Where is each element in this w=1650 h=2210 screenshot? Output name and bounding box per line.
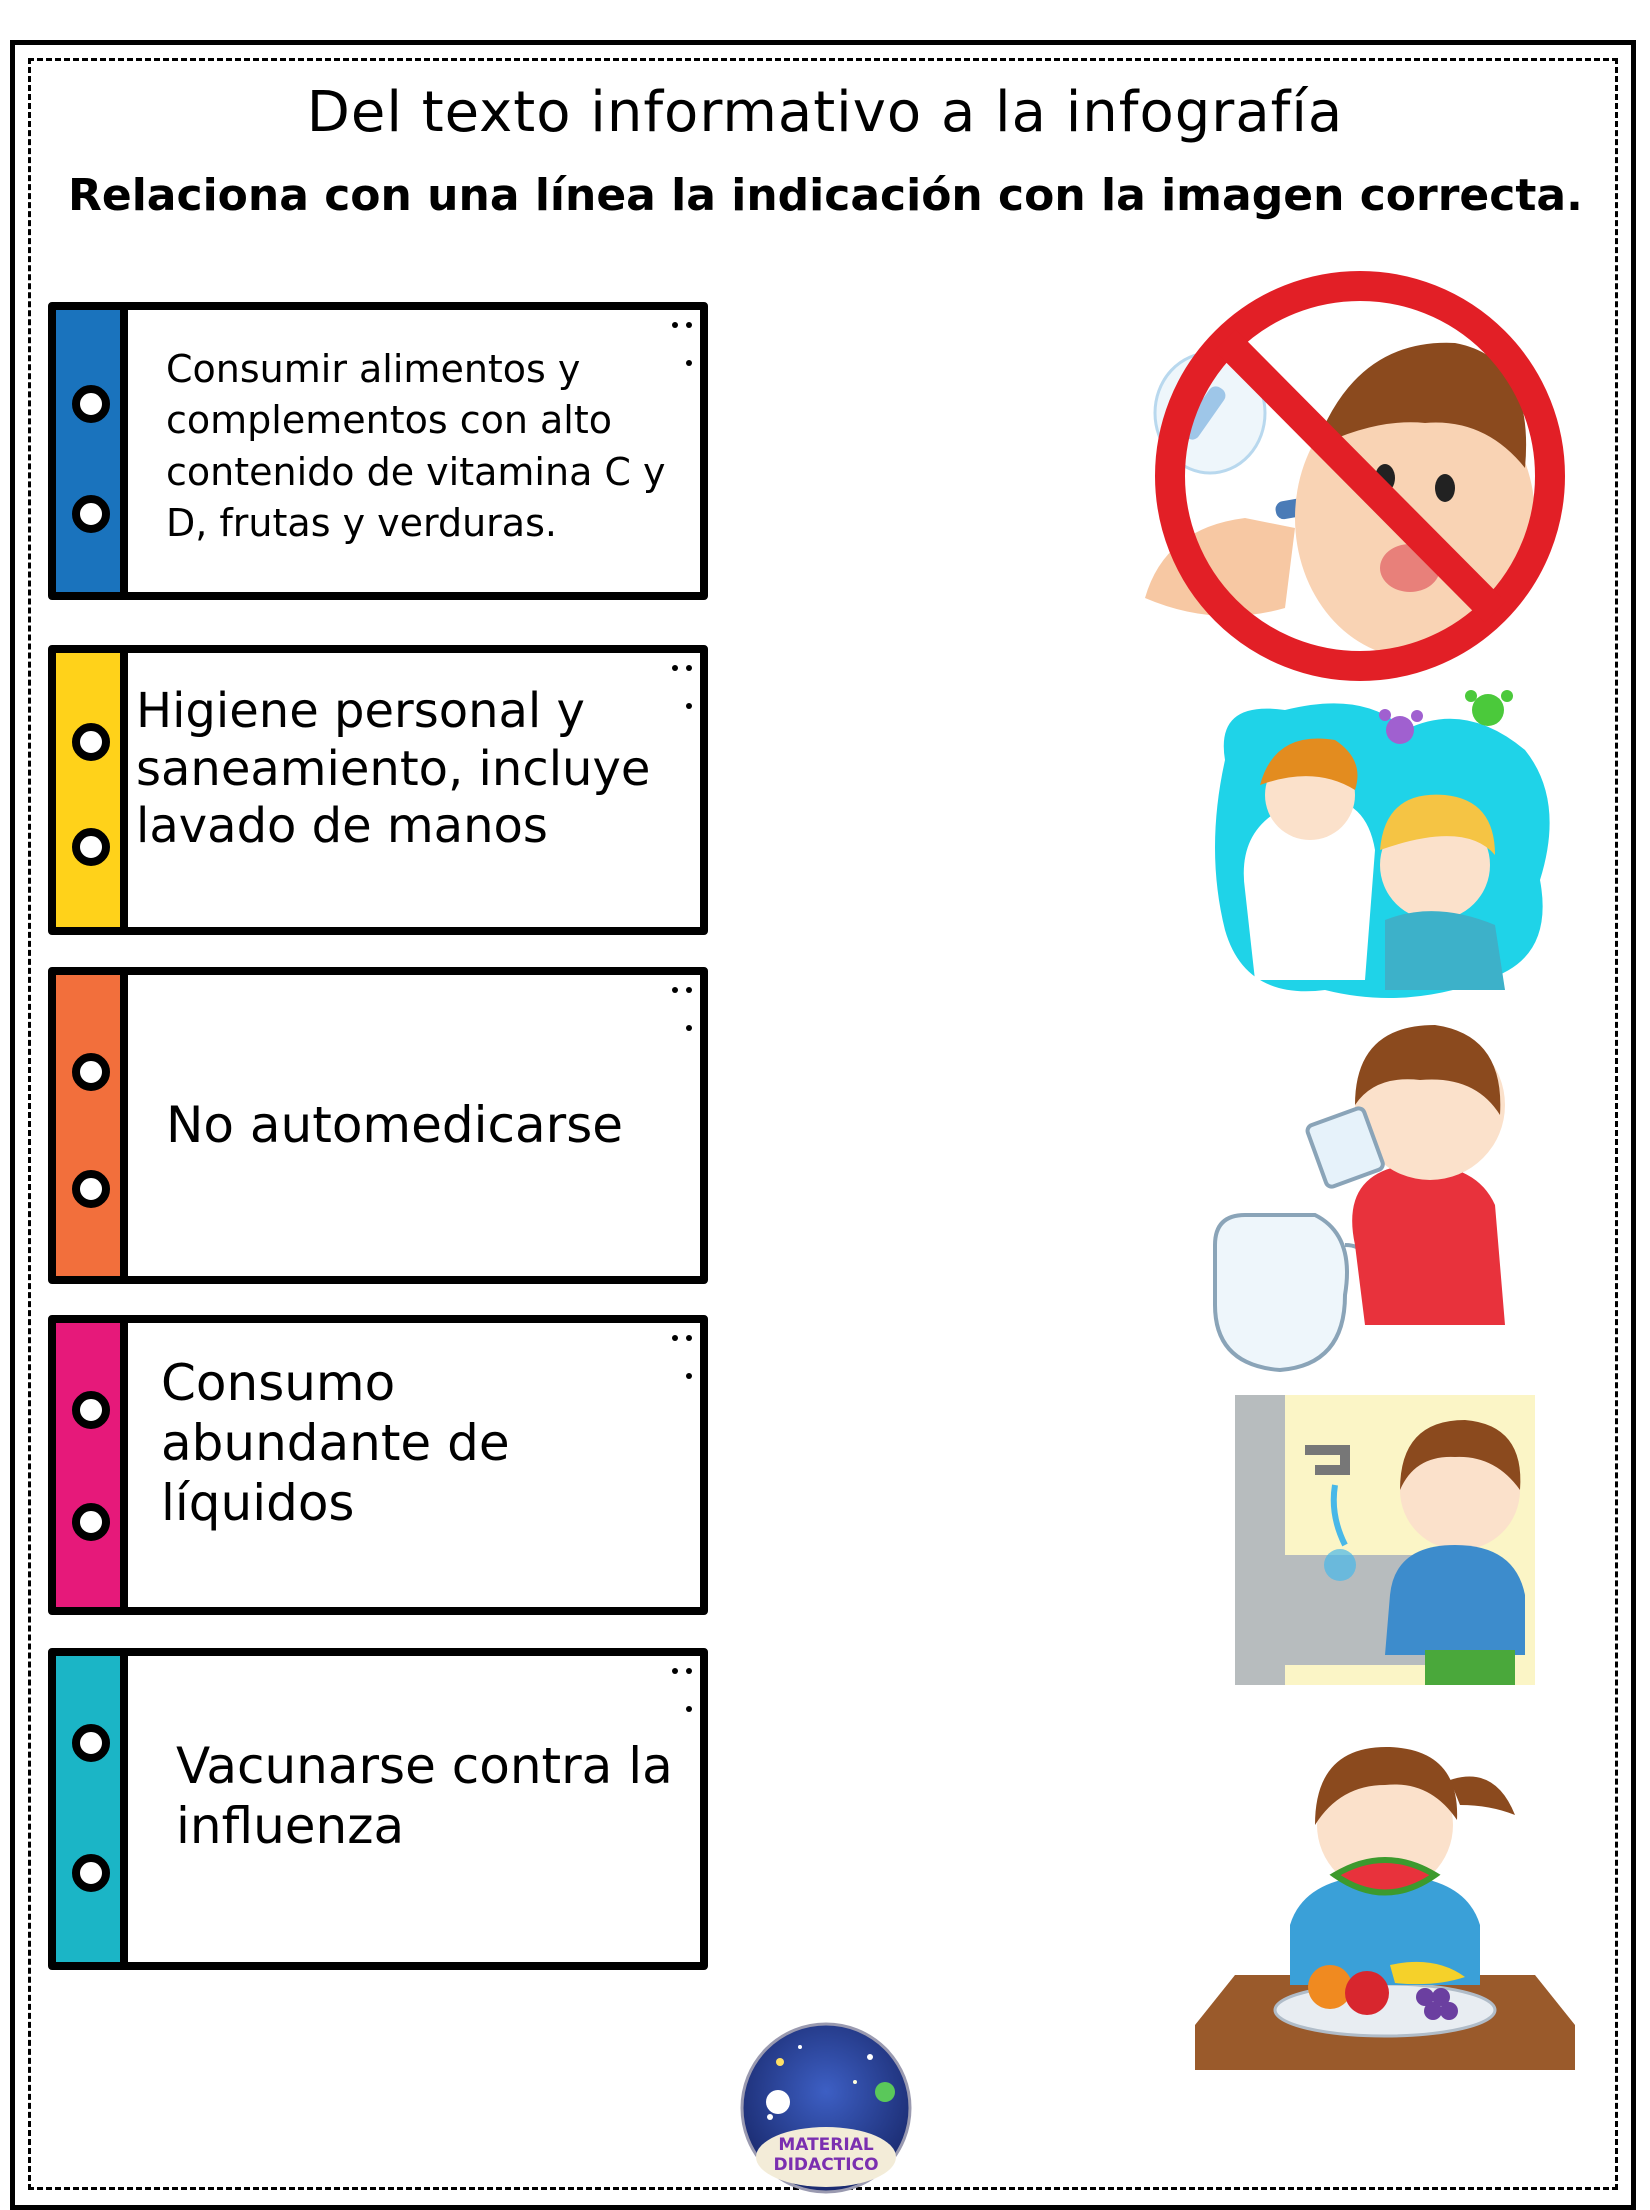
ring-hole-icon (72, 495, 110, 533)
card-strip (56, 975, 128, 1276)
card-vaccination[interactable] (48, 1648, 708, 1970)
eating-fruit-icon[interactable] (1195, 1725, 1575, 2075)
card-fluids[interactable] (48, 1315, 708, 1615)
card-text: No automedicarse (166, 1096, 624, 1154)
logo (740, 2022, 912, 2194)
no-self-medication-icon[interactable] (1125, 268, 1575, 688)
card-no-self-medication[interactable] (48, 967, 708, 1284)
ring-hole-icon (72, 385, 110, 423)
logo-text: MATERIAL DIDACTICO (773, 2135, 879, 2175)
card-vitamins[interactable] (48, 302, 708, 600)
card-strip (56, 1656, 128, 1962)
drinking-water-icon[interactable] (1205, 1005, 1535, 1375)
ring-hole-icon (72, 1170, 110, 1208)
instruction-text: Relaciona con una línea la indicación con la imagen correcta. (68, 170, 1583, 221)
ring-hole-icon (72, 1391, 110, 1429)
ring-hole-icon (72, 1724, 110, 1762)
page-title: Del texto informativo a la infografía (306, 80, 1344, 145)
ring-hole-icon (72, 723, 110, 761)
hand-washing-icon[interactable] (1235, 1395, 1535, 1685)
ring-hole-icon (72, 828, 110, 866)
card-text: Consumir alimentos y complementos con alto contenido de vitamina C y D, frutas y verduras. (166, 347, 666, 545)
ring-hole-icon (72, 1854, 110, 1892)
card-strip (56, 310, 128, 592)
ring-hole-icon (72, 1503, 110, 1541)
vaccination-icon[interactable] (1205, 680, 1565, 1010)
ring-hole-icon (72, 1053, 110, 1091)
card-strip (56, 1323, 128, 1607)
card-strip (56, 653, 128, 927)
card-text: Vacunarse contra la influenza (176, 1737, 673, 1855)
card-text: Higiene personal y saneamiento, incluye lavado de manos (136, 683, 651, 855)
card-hygiene[interactable] (48, 645, 708, 935)
card-text: Consumo abundante de líquidos (161, 1354, 510, 1532)
